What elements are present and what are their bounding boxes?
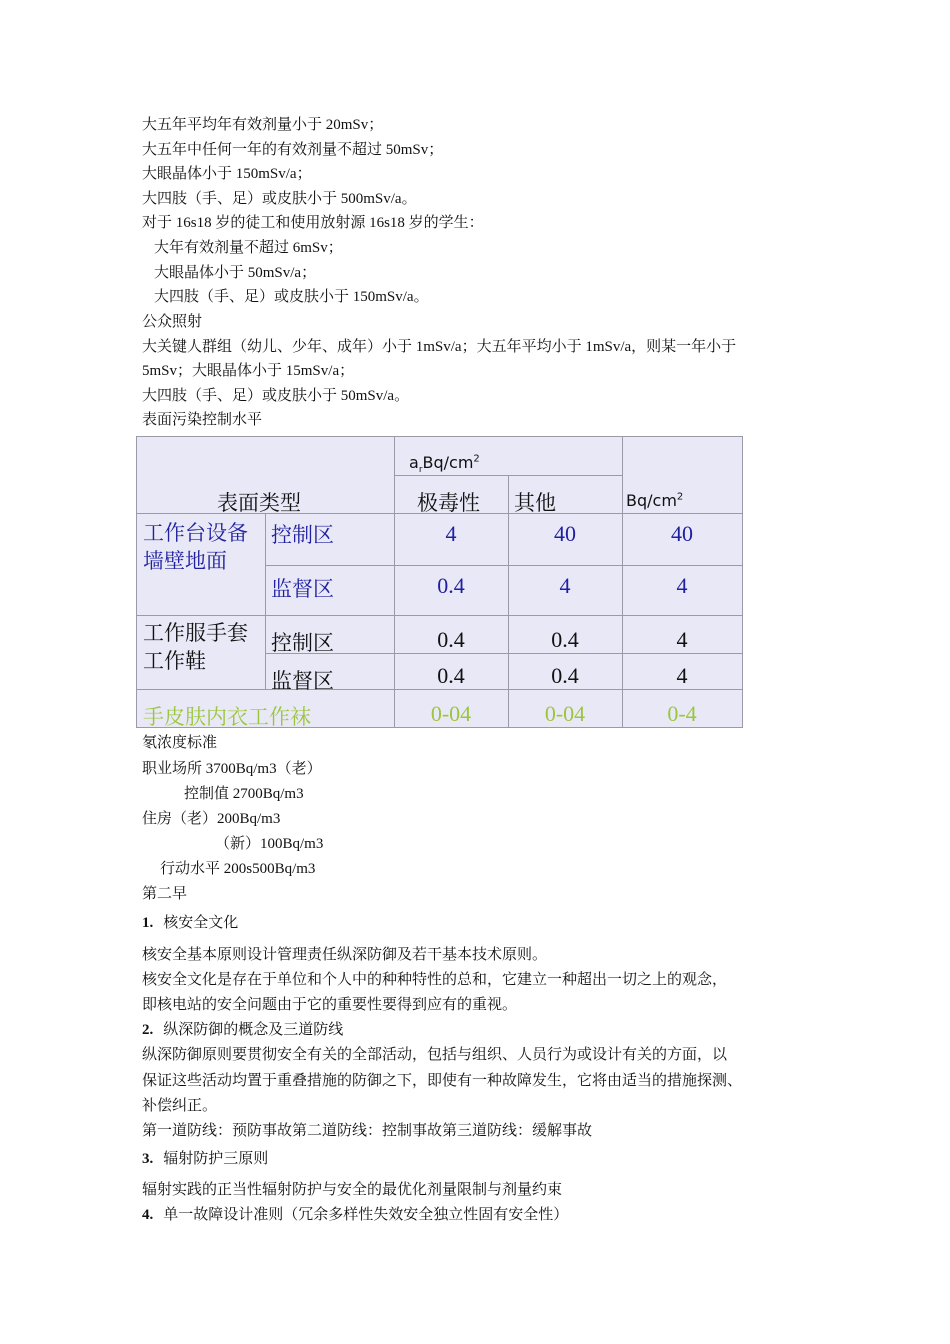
header-other: 其他 [514,491,556,515]
surface-contamination-table [136,436,743,728]
text-line: 控制值 2700Bq/m3 [184,786,304,802]
text-line: 行动水平 200s500Bq/m3 [160,861,316,877]
text-line: 氡浓度标准 [142,735,218,751]
text-line: 大四肢（手、足）或皮肤小于 150mSv/a。 [154,289,429,305]
text-line: 对于 16s18 岁的徒工和使用放射源 16s18 岁的学生： [142,215,484,231]
header-surface-type: 表面类型 [217,491,301,515]
cell-value: 4 [676,627,688,652]
cell-value: 40 [554,521,576,546]
cell-value: 0.4 [437,663,465,688]
cell-value: 4 [676,573,688,598]
cell-value: 0.4 [437,573,465,598]
cell-value: 0-04 [544,701,586,726]
cell-value: 0.4 [551,663,579,688]
section-heading: 2. 纵深防御的概念及三道防线 [142,1022,344,1038]
cell-value: 4 [445,521,457,546]
text-line: 即核电站的安全问题由于它的重要性要得到应有的重视。 [142,997,518,1013]
text-line: 大五年中任何一年的有效剂量不超过 50mSv； [142,142,444,158]
cell-value: 0.4 [551,627,579,652]
cell-value: 0-4 [667,701,697,726]
text-line: 公众照射 [142,314,203,330]
zone-control: 控制区 [271,523,334,547]
cell-value: 4 [559,573,571,598]
text-line: 职业场所 3700Bq/m3（老） [142,761,322,777]
section-heading: 1. 核安全文化 [142,915,239,931]
header-alpha: $a_rBq/cm^2$ [409,453,480,476]
group-workbench: 工作台设备 墙壁地面 [143,521,248,573]
text-line: 核安全文化是存在于单位和个人中的种种特性的总和，它建立一种超出一切之上的观念， [142,972,728,988]
text-line: 大年有效剂量不超过 6mSv； [154,240,343,256]
text-line: 大五年平均年有效剂量小于 20mSv； [142,117,384,133]
cell-value: 0.4 [437,627,465,652]
text-line: 大眼晶体小于 150mSv/a； [142,166,312,182]
table-caption: 表面污染控制水平 [142,412,263,428]
cell-value: 40 [671,521,693,546]
zone-control: 控制区 [271,631,334,655]
text-line: 第二早 [142,886,188,902]
cell-value: 4 [676,663,688,688]
zone-supervise: 监督区 [271,577,334,601]
group-workwear: 工作服手套 工作鞋 [143,621,248,673]
text-line: 5mSv；大眼晶体小于 15mSv/a； [142,363,355,379]
zone-supervise: 监督区 [271,669,334,693]
section-heading: 3. 辐射防护三原则 [142,1151,269,1167]
text-line: 第一道防线：预防事故第二道防线：控制事故第三道防线：缓解事故 [142,1123,593,1139]
text-line: 大关键人群组（幼儿、少年、成年）小于 1mSv/a；大五年平均小于 1mSv/a，则某一年小于 [142,339,737,355]
text-line: 保证这些活动均置于重叠措施的防御之下，即使有一种故障发生，它将由适当的措施探测、 [142,1073,743,1089]
section-heading: 4. 单一故障设计准则（冗余多样性失效安全独立性固有安全性） [142,1207,569,1223]
text-line: 核安全基本原则设计管理责任纵深防御及若干基本技术原则。 [142,947,548,963]
cell-value: 0-04 [430,701,472,726]
text-line: 纵深防御原则要贯彻安全有关的全部活动，包括与组织、人员行为或设计有关的方面，以 [142,1047,728,1063]
text-line: （新）100Bq/m3 [215,836,324,852]
text-line: 大眼晶体小于 50mSv/a； [154,265,317,281]
text-line: 大四肢（手、足）或皮肤小于 500mSv/a。 [142,191,417,207]
text-line: 住房（老）200Bq/m3 [142,811,281,827]
header-beta: $Bq/cm^2$ [626,491,684,510]
text-line: 辐射实践的正当性辐射防护与安全的最优化剂量限制与剂量约束 [142,1182,563,1198]
text-line: 大四肢（手、足）或皮肤小于 50mSv/a。 [142,388,410,404]
text-line: 补偿纠正。 [142,1098,218,1114]
group-skin: 手皮肤内衣工作袜 [143,705,311,729]
header-very-toxic: 极毒性 [417,491,480,515]
